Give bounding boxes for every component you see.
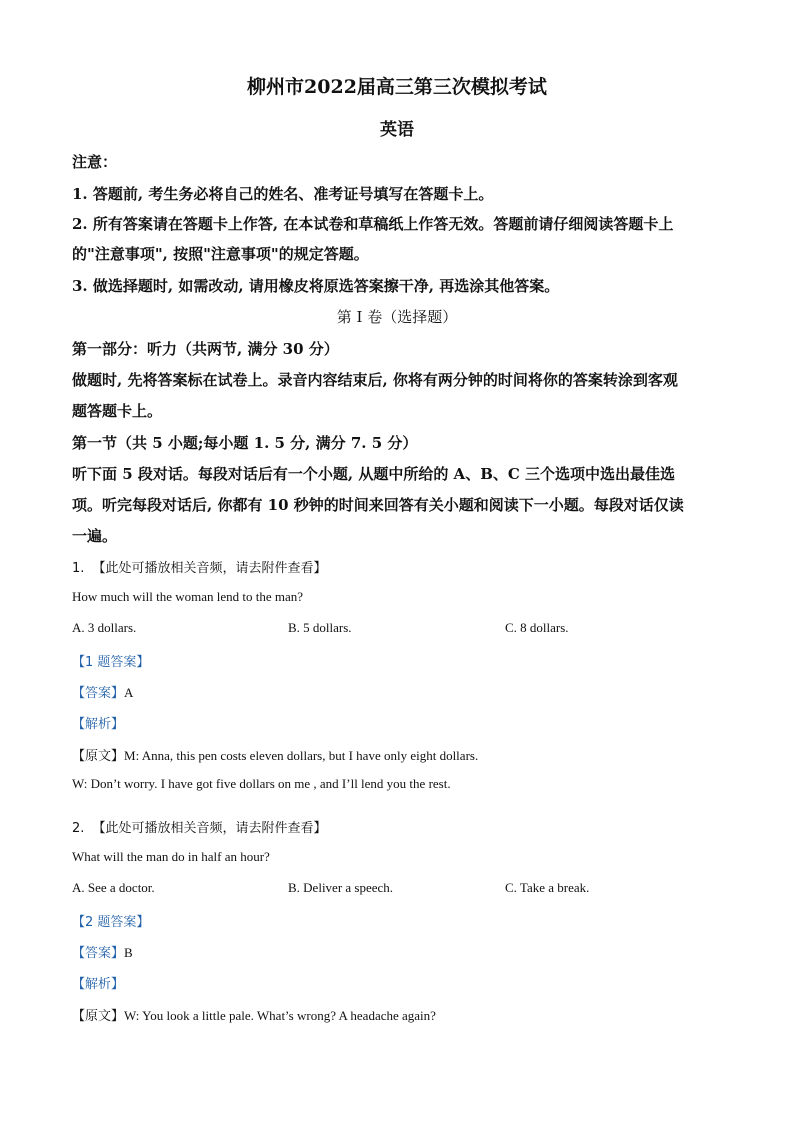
notice-heading: 注意：	[72, 153, 118, 171]
answer-label: 【答案】	[72, 686, 125, 701]
question-1-option-b: B. 5 dollars.	[288, 620, 352, 635]
notice-item: 的"注意事项", 按照"注意事项"的规定答题。	[72, 245, 369, 263]
question-1-script-line	[72, 745, 478, 765]
part1-instruction: 题答题卡上。	[72, 402, 163, 420]
part1-heading: 第一部分：听力（共两节, 满分 30 分）	[72, 340, 339, 358]
question-number: 1.	[72, 561, 85, 576]
question-1-prompt: How much will the woman lend to the man?	[72, 589, 304, 604]
part1-instruction: 做题时, 先将答案标在试卷上。录音内容结束后, 你将有两分钟的时间将你的答案转涂到客观	[72, 371, 678, 389]
script-text: M: Anna, this pen costs eleven dollars, but I have only eight dollars.	[124, 748, 479, 763]
notice-item: 3. 做选择题时, 如需改动, 请用橡皮将原选答案擦干净, 再选涂其他答案。	[72, 277, 560, 295]
question-1-option-c: C. 8 dollars.	[505, 620, 569, 635]
audio-note: 【此处可播放相关音频，请去附件查看】	[92, 821, 327, 836]
section1-instruction: 一遍。	[72, 527, 118, 545]
paper-section-title: 第 I 卷（选择题）	[336, 308, 458, 326]
script-label: 【原文】	[72, 749, 125, 764]
question-2-answer	[72, 942, 133, 962]
question-2-answer-tag: 【2 题答案】	[72, 915, 150, 930]
question-2-option-a: A. See a doctor.	[72, 880, 155, 895]
notice-item: 1. 答题前, 考生务必将自己的姓名、准考证号填写在答题卡上。	[72, 185, 494, 203]
exam-title: 柳州市2022届高三第三次模拟考试	[247, 76, 547, 98]
audio-note: 【此处可播放相关音频，请去附件查看】	[92, 561, 327, 576]
question-1-audio-note[interactable]	[72, 557, 327, 576]
question-2-option-b: B. Deliver a speech.	[288, 880, 394, 895]
answer-label: 【答案】	[72, 946, 125, 961]
question-2-audio-note[interactable]	[72, 817, 327, 836]
question-2-analysis-label: 【解析】	[72, 977, 125, 992]
answer-value: B	[124, 945, 133, 960]
notice-item: 2. 所有答案请在答题卡上作答, 在本试卷和草稿纸上作答无效。答题前请仔细阅读答题卡上	[72, 215, 674, 233]
question-number: 2.	[72, 821, 85, 836]
script-label: 【原文】	[72, 1009, 125, 1024]
script-text: W: You look a little pale. What’s wrong? A headache again?	[124, 1008, 436, 1023]
section1-instruction: 听下面 5 段对话。每段对话后有一个小题, 从题中所给的 A、B、C 三个选项中选出最佳选	[72, 465, 676, 483]
exam-subject: 英语	[380, 120, 414, 140]
question-1-answer-tag: 【1 题答案】	[72, 655, 150, 670]
question-1-script-line: W: Don’t worry. I have got five dollars on me , and I’ll lend you the rest.	[72, 776, 451, 791]
answer-value: A	[124, 685, 134, 700]
question-1-answer	[72, 682, 133, 702]
question-2-prompt: What will the man do in half an hour?	[72, 849, 270, 864]
section1-instruction: 项。听完每段对话后, 你都有 10 秒钟的时间来回答有关小题和阅读下一小题。每段对话仅读	[72, 496, 684, 514]
question-1-option-a: A. 3 dollars.	[72, 620, 137, 635]
section1-heading: 第一节（共 5 小题;每小题 1. 5 分, 满分 7. 5 分）	[72, 434, 418, 452]
question-1-analysis-label: 【解析】	[72, 717, 125, 732]
question-2-script-line	[72, 1005, 436, 1025]
question-2-option-c: C. Take a break.	[505, 880, 590, 895]
